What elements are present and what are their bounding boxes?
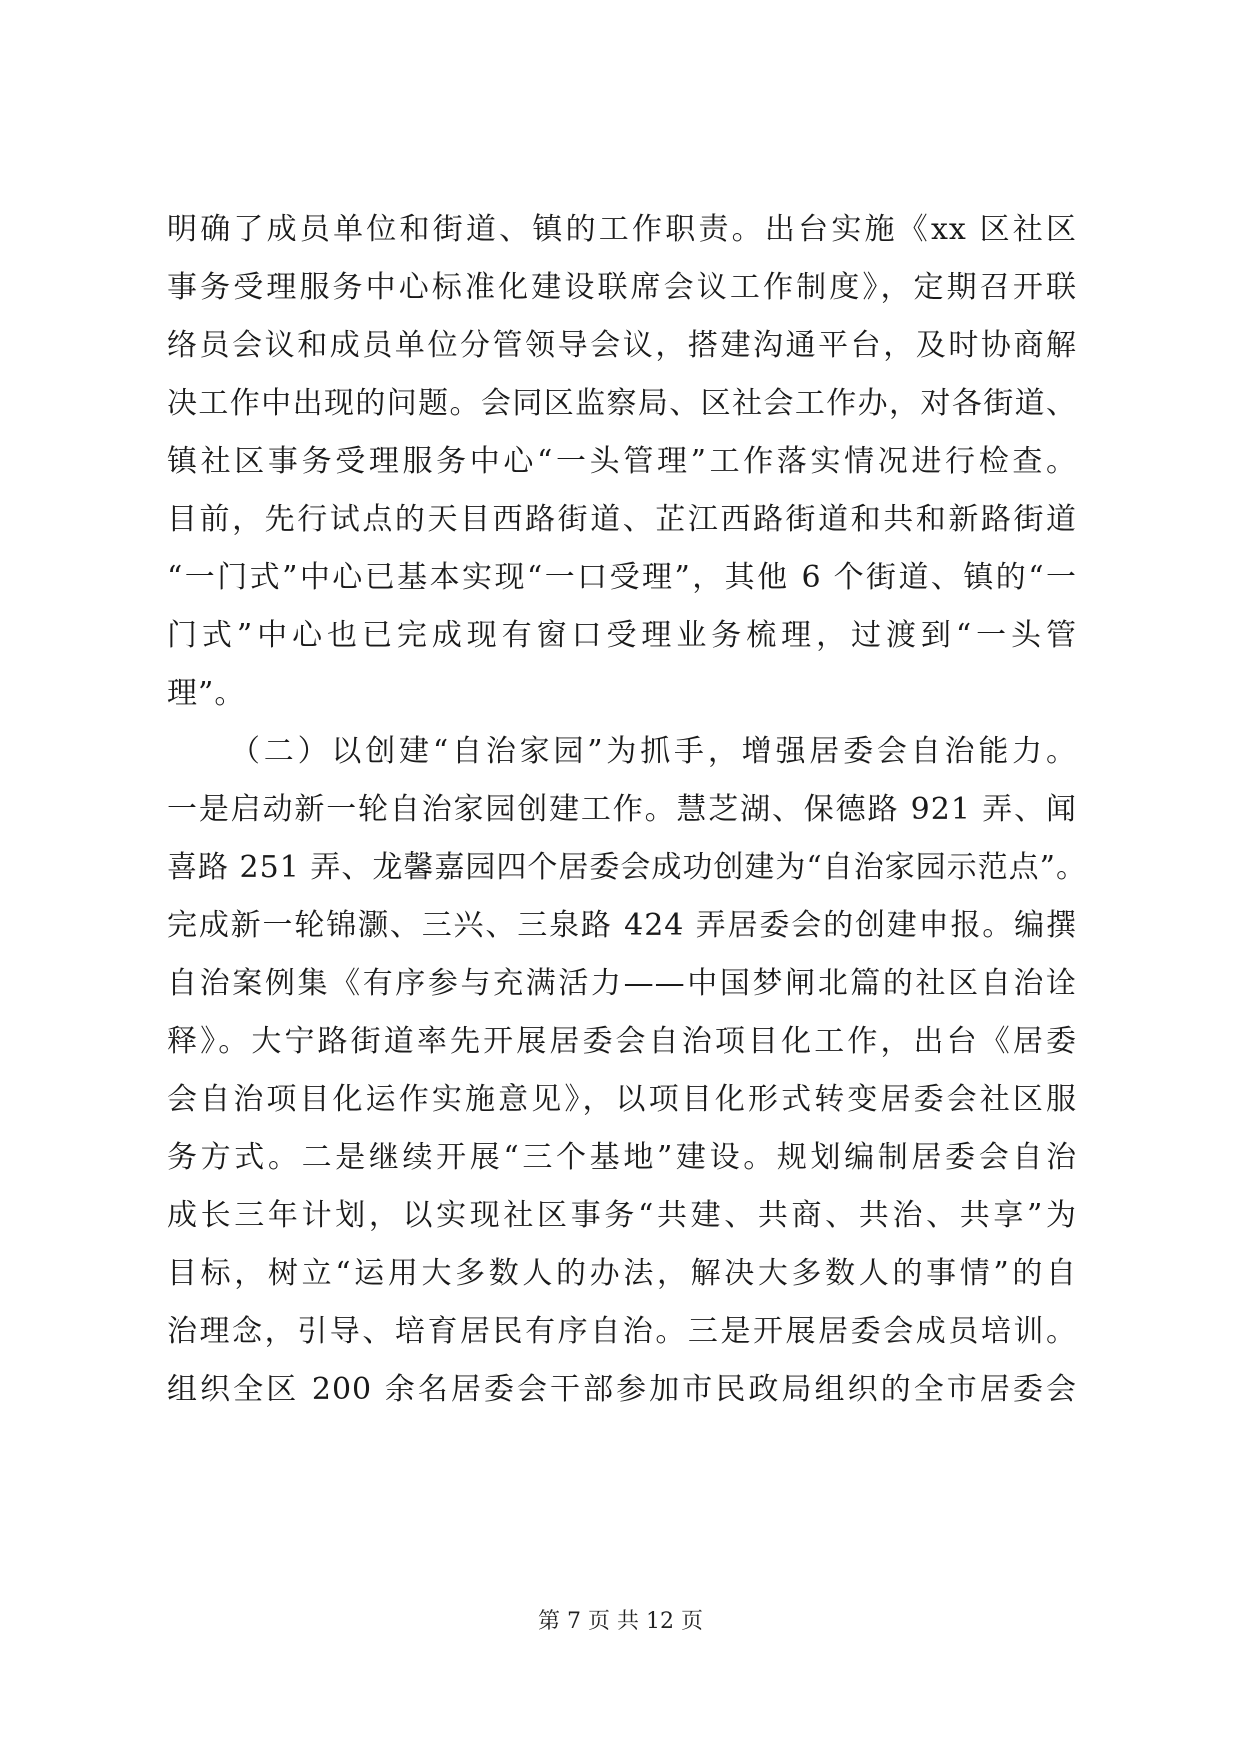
body-text-line: 会自治项目化运作实施意见》，以项目化形式转变居委会社区服 (167, 1082, 1077, 1117)
body-text-line: “一门式”中心已基本实现“一口受理”，其他 6 个街道、镇的“一 (167, 560, 1077, 595)
body-text-line: 释》。大宁路街道率先开展居委会自治项目化工作，出台《居委 (167, 1024, 1077, 1059)
body-text-line: 治理念，引导、培育居民有序自治。三是开展居委会成员培训。 (167, 1314, 1077, 1349)
body-text-line: 目前，先行试点的天目西路街道、芷江西路街道和共和新路街道 (167, 502, 1077, 537)
body-text-line: 成长三年计划，以实现社区事务“共建、共商、共治、共享”为 (167, 1198, 1077, 1233)
body-text-line: 络员会议和成员单位分管领导会议，搭建沟通平台，及时协商解 (167, 328, 1077, 363)
body-text-line: 事务受理服务中心标准化建设联席会议工作制度》，定期召开联 (167, 270, 1077, 305)
page-number-footer: 第 7 页 共 12 页 (538, 1609, 703, 1634)
body-text-line: 务方式。二是继续开展“三个基地”建设。规划编制居委会自治 (167, 1140, 1077, 1175)
body-text-line: 镇社区事务受理服务中心“一头管理”工作落实情况进行检查。 (167, 444, 1077, 479)
body-text-line: 完成新一轮锦灏、三兴、三泉路 424 弄居委会的创建申报。编撰 (167, 908, 1077, 943)
body-text-line: 决工作中出现的问题。会同区监察局、区社会工作办，对各街道、 (167, 386, 1077, 421)
body-text-line: 自治案例集《有序参与充满活力——中国梦闸北篇的社区自治诠 (167, 966, 1077, 1001)
body-text-line: 理”。 (167, 676, 246, 711)
body-text-line: 门式”中心也已完成现有窗口受理业务梳理，过渡到“一头管 (167, 618, 1077, 653)
body-text-line: 组织全区 200 余名居委会干部参加市民政局组织的全市居委会 (167, 1372, 1077, 1407)
body-text-line: 明确了成员单位和街道、镇的工作职责。出台实施《xx 区社区 (167, 212, 1077, 247)
body-text-line: 目标，树立“运用大多数人的办法，解决大多数人的事情”的自 (167, 1256, 1077, 1291)
body-text-line: 喜路 251 弄、龙馨嘉园四个居委会成功创建为“自治家园示范点”。 (167, 850, 1088, 885)
body-text-line: 一是启动新一轮自治家园创建工作。慧芝湖、保德路 921 弄、闻 (167, 792, 1077, 827)
section-heading-line: （二）以创建“自治家园”为抓手，增强居委会自治能力。 (230, 734, 1077, 769)
